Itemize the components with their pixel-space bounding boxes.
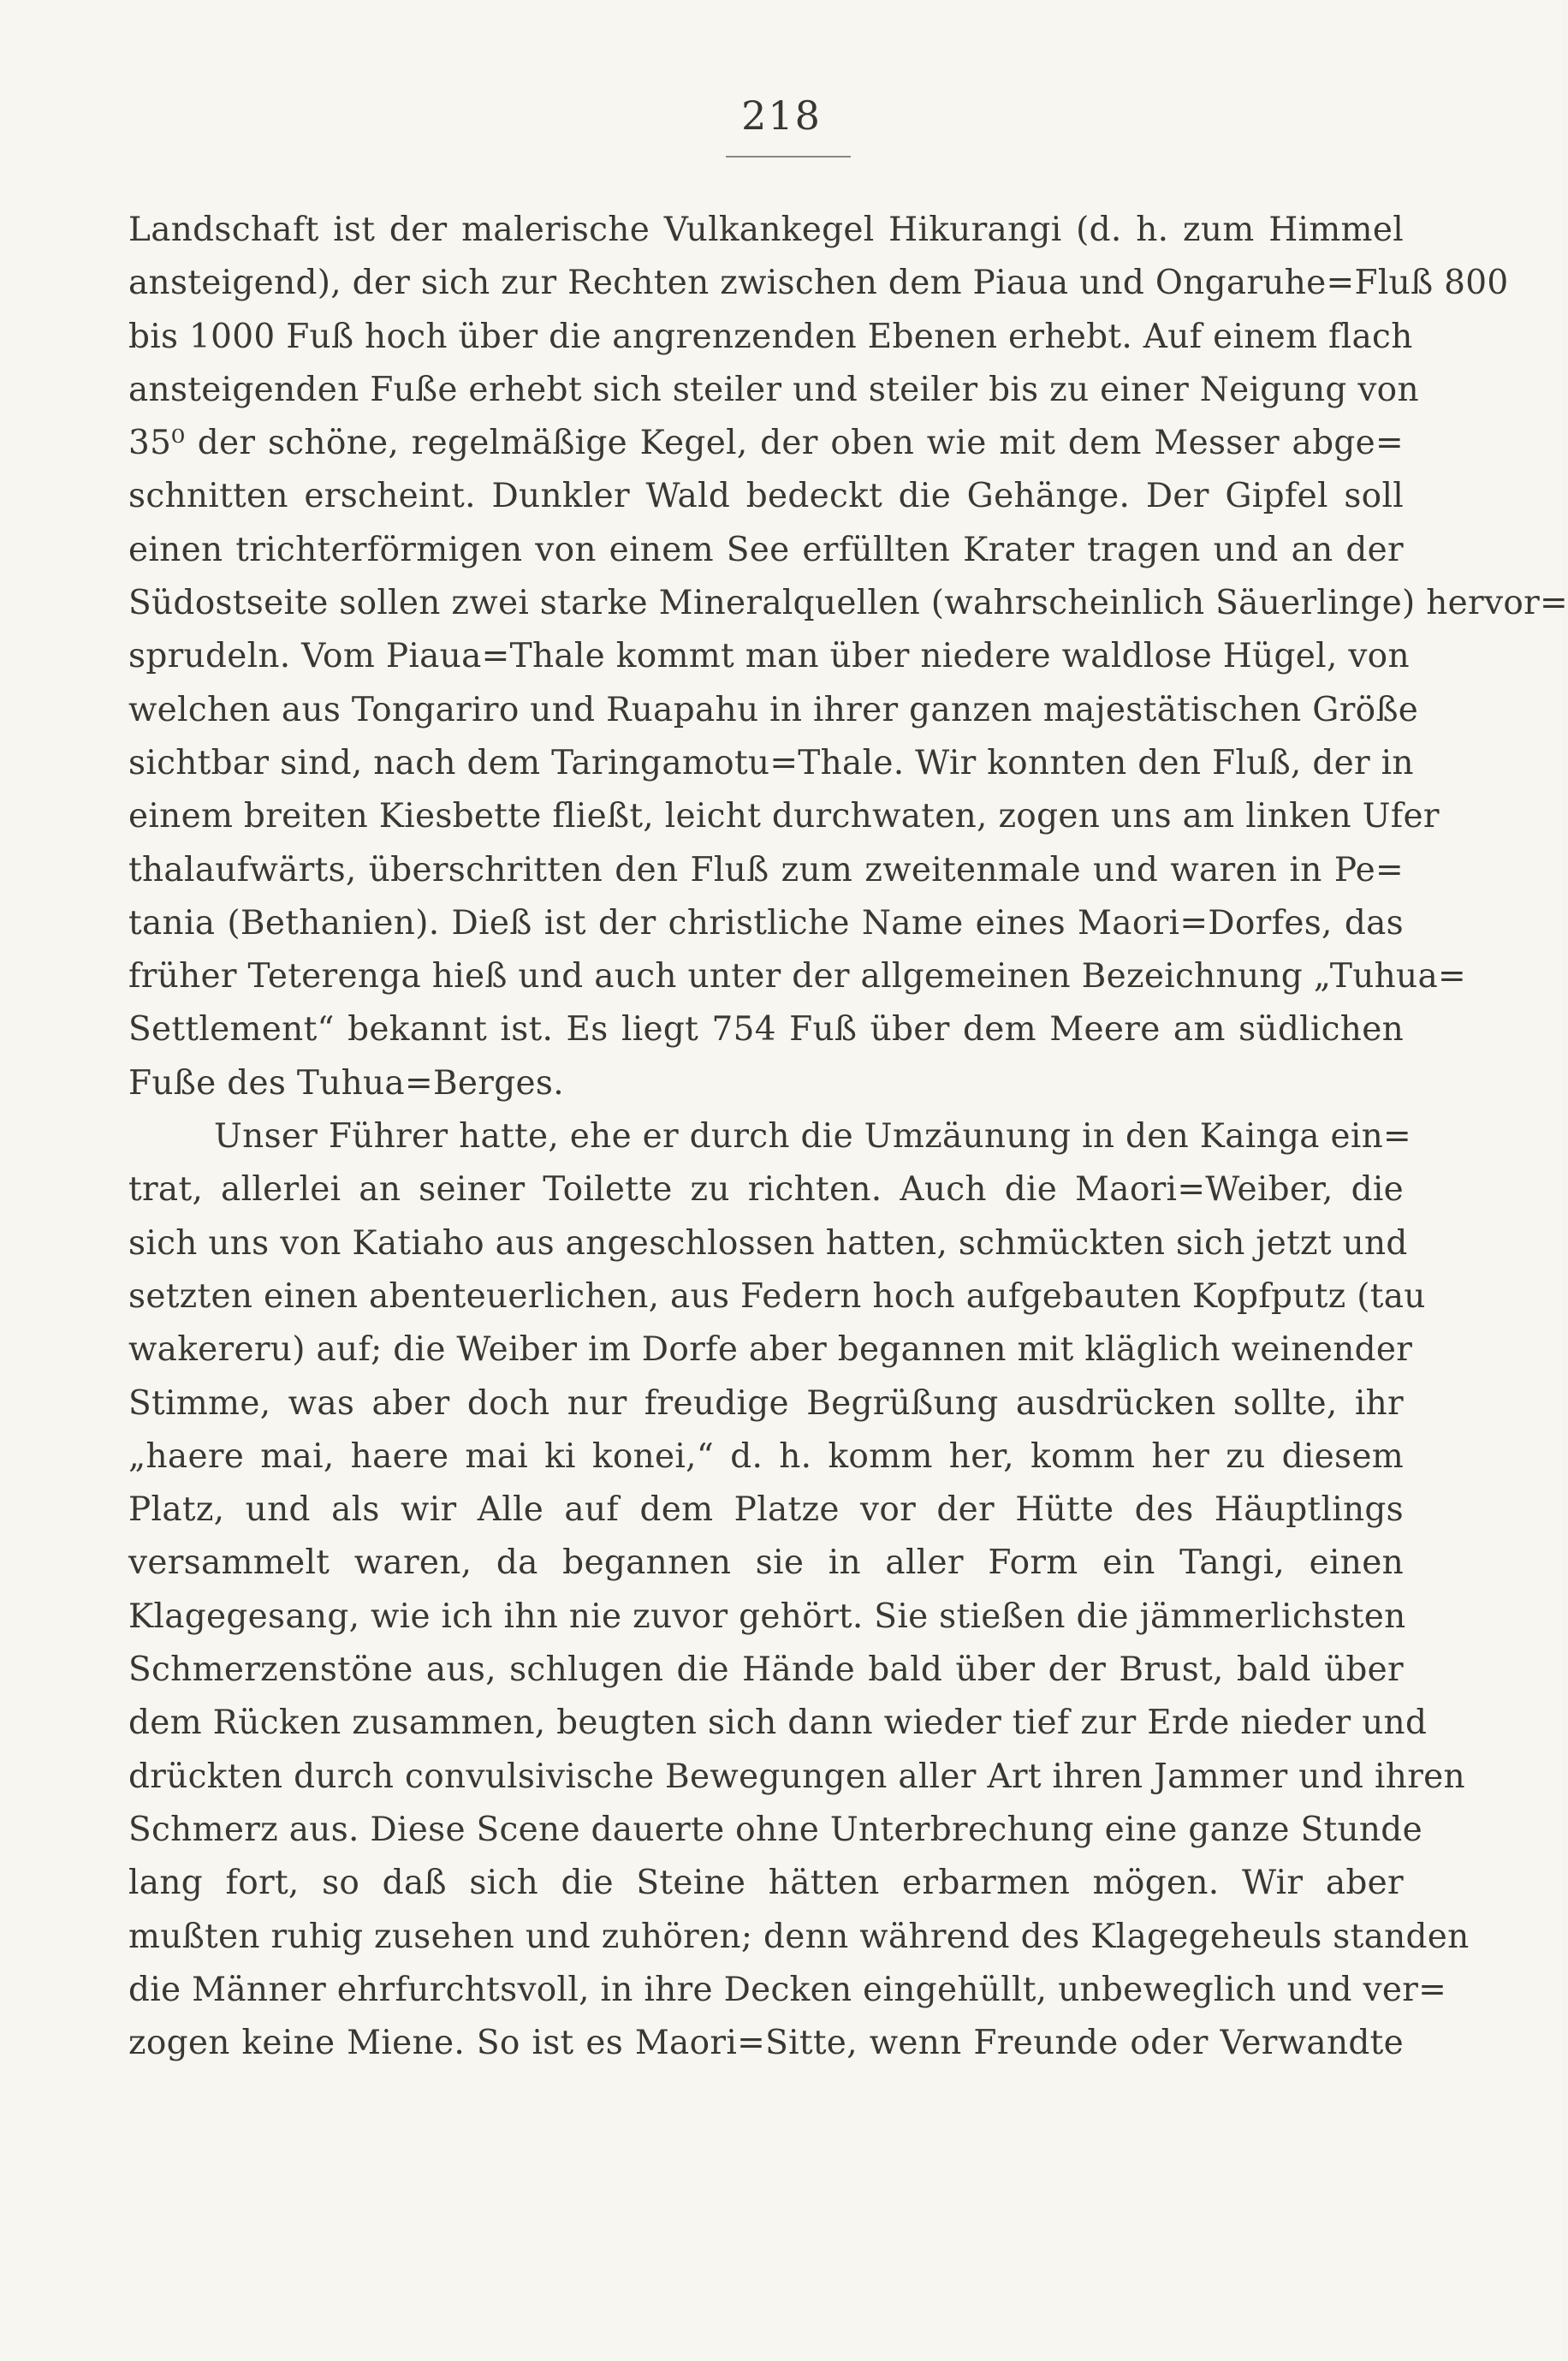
text-line: Fuße des Tuhua=Berges. — [128, 1063, 564, 1103]
body-text — [128, 204, 1568, 2070]
text-line: Landschaft ist der malerische Vulkankegel Hikurangi (d. h. zum Himmel — [128, 211, 1404, 249]
text-line: Schmerz aus. Diese Scene dauerte ohne Unterbrechung eine ganze Stunde — [128, 1810, 1422, 1849]
text-line: einen trichterförmigen von einem See erfüllten Krater tragen und an der — [128, 530, 1404, 569]
page-number: 218 — [741, 92, 822, 139]
text-line: Klagegesang, wie ich ihn nie zuvor gehört. Sie stießen die jämmerlichsten — [128, 1597, 1406, 1636]
text-line: Platz, und als wir Alle auf dem Platze vor der Hütte des Häuptlings — [128, 1490, 1404, 1530]
text-line: „haere mai, haere mai ki konei,“ d. h. komm her, komm her zu diesem — [128, 1436, 1404, 1476]
text-line: Unser Führer hatte, ehe er durch die Umzäunung in den Kainga ein= — [214, 1117, 1412, 1157]
text-line: die Männer ehrfurchtsvoll, in ihre Decken eingehüllt, unbeweglich und ver= — [128, 1970, 1447, 2009]
text-line: dem Rücken zusammen, beugten sich dann wieder tief zur Erde nieder und — [128, 1704, 1428, 1743]
text-line: schnitten erscheint. Dunkler Wald bedeckt die Gehänge. Der Gipfel soll — [128, 477, 1404, 516]
text-line: ansteigenden Fuße erhebt sich steiler und steiler bis zu einer Neigung von — [128, 370, 1419, 409]
text-line: sich uns von Katiaho aus angeschlossen hatten, schmückten sich jetzt und — [128, 1223, 1408, 1263]
text-line: Südostseite sollen zwei starke Mineralquellen (wahrscheinlich Säuerlinge) hervor= — [128, 584, 1568, 623]
text-line: tania (Bethanien). Dieß ist der christliche Name eines Maori=Dorfes, das — [128, 903, 1404, 943]
text-line: welchen aus Tongariro und Ruapahu in ihrer ganzen majestätischen Größe — [128, 690, 1419, 729]
text-line: drückten durch convulsivische Bewegungen aller Art ihren Jammer und ihren — [128, 1757, 1465, 1796]
text-line: Settlement“ bekannt ist. Es liegt 754 Fuß über dem Meere am südlichen — [128, 1010, 1404, 1050]
text-line: versammelt waren, da begannen sie in aller Form ein Tangi, einen — [128, 1543, 1404, 1583]
text-line: früher Teterenga hieß und auch unter der allgemeinen Bezeichnung „Tuhua= — [128, 957, 1466, 996]
text-line: Stimme, was aber doch nur freudige Begrüßung ausdrücken sollte, ihr — [128, 1383, 1404, 1423]
text-line: sichtbar sind, nach dem Taringamotu=Thale. Wir konnten den Fluß, der in — [128, 743, 1414, 782]
text-line: setzten einen abenteuerlichen, aus Federn hoch aufgebauten Kopfputz (tau — [128, 1276, 1426, 1316]
text-line: Schmerzenstöne aus, schlugen die Hände bald über der Brust, bald über — [128, 1650, 1404, 1690]
text-line: einem breiten Kiesbette fließt, leicht durchwaten, zogen uns am linken Ufer — [128, 797, 1440, 836]
header-rule — [726, 156, 851, 158]
text-line: thalaufwärts, überschritten den Fluß zum zweitenmale und waren in Pe= — [128, 850, 1404, 889]
text-line: zogen keine Miene. So ist es Maori=Sitte, wenn Freunde oder Verwandte — [128, 2024, 1404, 2063]
text-line: lang fort, so daß sich die Steine hätten erbarmen mögen. Wir aber — [128, 1864, 1404, 1903]
text-line: 35⁰ der schöne, regelmäßige Kegel, der oben wie mit dem Messer abge= — [128, 424, 1404, 463]
text-line: wakereru) auf; die Weiber im Dorfe aber begannen mit kläglich weinender — [128, 1330, 1413, 1370]
text-line: mußten ruhig zusehen und zuhören; denn während des Klagegeheuls standen — [128, 1917, 1470, 1956]
text-line: sprudeln. Vom Piaua=Thale kommt man über niedere waldlose Hügel, von — [128, 637, 1410, 676]
text-line: ansteigend), der sich zur Rechten zwischen dem Piaua und Ongaruhe=Fluß 800 — [128, 264, 1509, 303]
text-line: bis 1000 Fuß hoch über die angrenzenden Ebenen erhebt. Auf einem flach — [128, 317, 1413, 356]
text-line: trat, allerlei an seiner Toilette zu richten. Auch die Maori=Weiber, die — [128, 1170, 1404, 1210]
